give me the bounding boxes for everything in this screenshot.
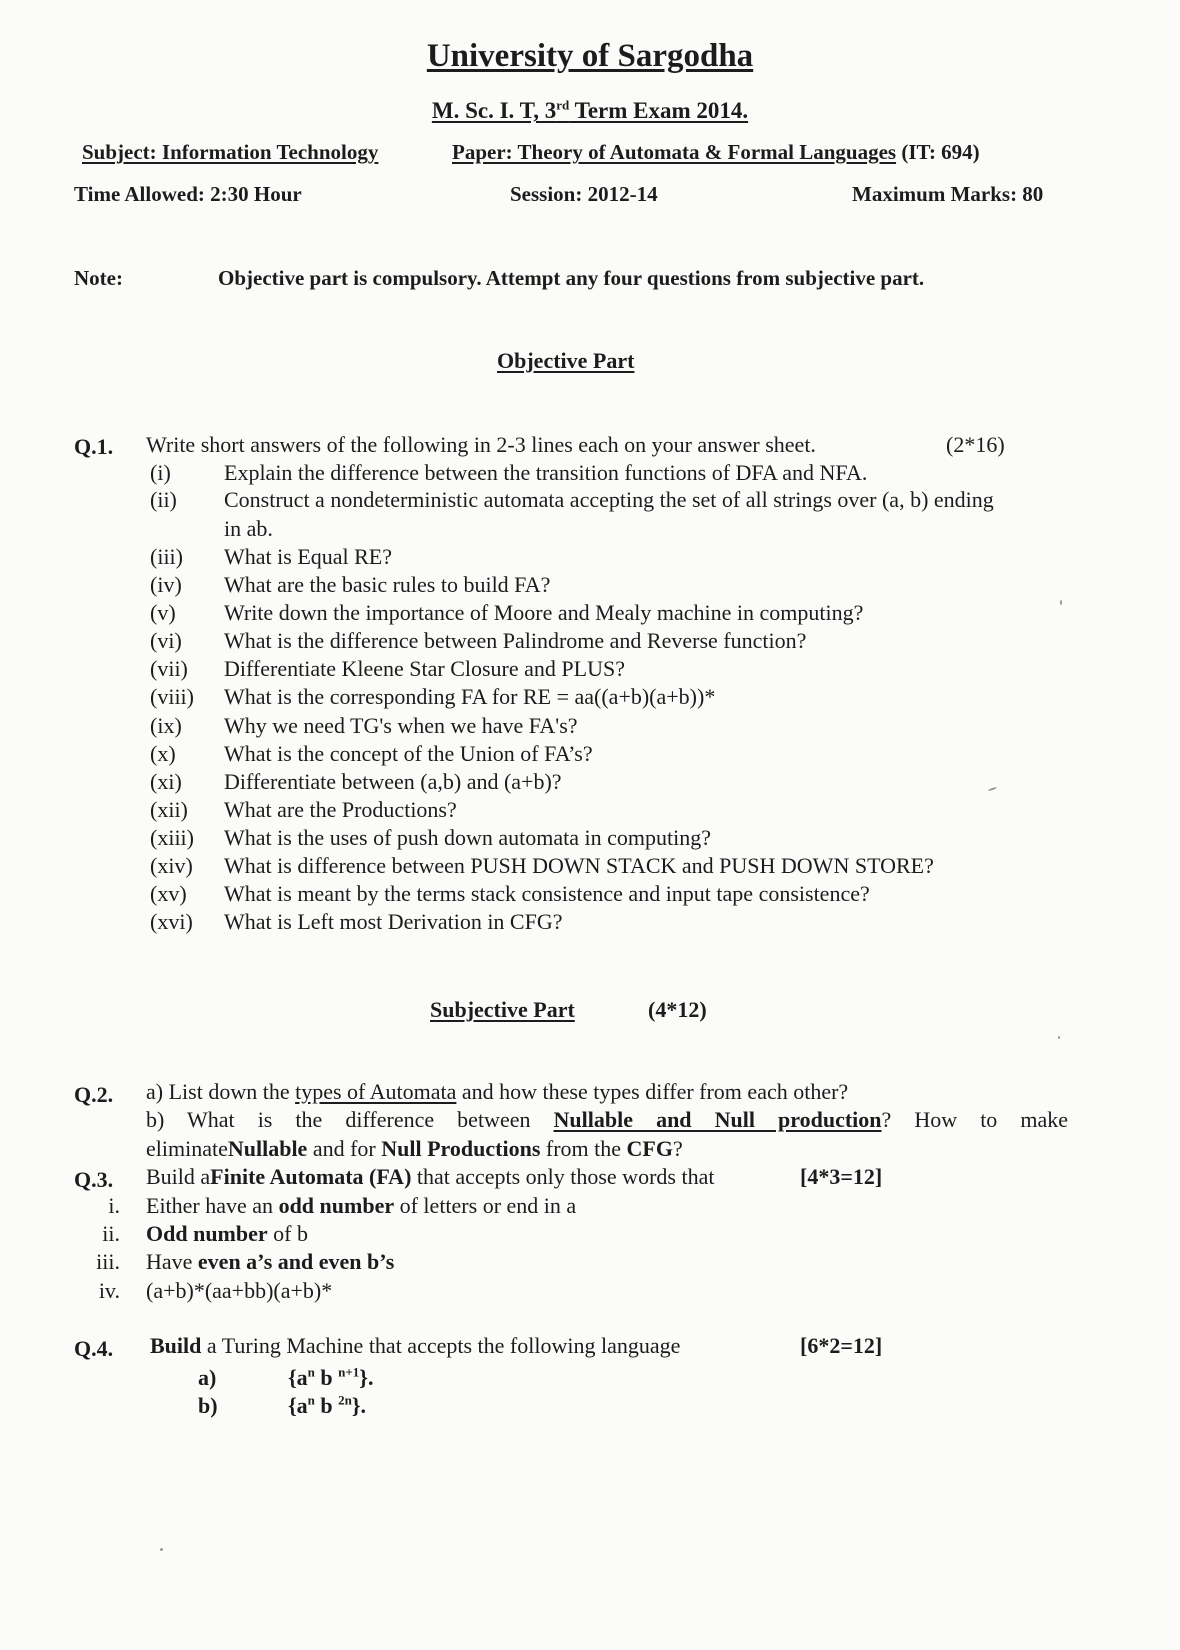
objective-item-text: Construct a nondeterministic automata accepting the set of all strings over (a, b) ending	[224, 487, 994, 512]
q4-language	[288, 1365, 373, 1391]
q3-item-post: of b	[267, 1221, 308, 1246]
q3-marks: [4*3=12]	[800, 1164, 883, 1189]
q4-bold: Build	[150, 1333, 202, 1358]
q3-item-pre: Have	[146, 1249, 198, 1274]
q2a-prefix: a) List down the	[146, 1079, 296, 1104]
q4-text	[150, 1333, 680, 1359]
objective-item-text: What is the difference between Palindrome and Reverse function?	[224, 628, 807, 653]
q3-label: Q.3.	[74, 1167, 114, 1192]
q3-suffix: that accepts only those words that	[411, 1164, 715, 1189]
note-label: Note:	[74, 266, 123, 290]
objective-item-text: What is Left most Derivation in CFG?	[224, 909, 563, 934]
scan-speck	[160, 1548, 163, 1551]
objective-item-number: (v)	[150, 600, 176, 625]
q3-item-post: of letters or end in a	[394, 1193, 577, 1218]
scan-speck	[1060, 600, 1062, 605]
q3-prefix: Build a	[146, 1164, 211, 1189]
q2b2-mid: and for	[307, 1136, 382, 1161]
q3-item-number: iii.	[96, 1249, 120, 1274]
objective-item-number: (i)	[150, 460, 171, 485]
q2b-suffix: ? How to make	[881, 1107, 1069, 1132]
objective-item-text: Why we need TG's when we have FA's?	[224, 713, 578, 738]
q3-item-text	[146, 1249, 394, 1275]
objective-item-text: Explain the difference between the transition functions of DFA and NFA.	[224, 460, 868, 485]
q2-part-b	[146, 1107, 1068, 1133]
objective-item-number: (ii)	[150, 487, 177, 512]
objective-item-number: (xvi)	[150, 909, 193, 934]
exam-title-prefix: M. Sc. I. T, 3	[431, 98, 557, 123]
q2b2-mid2: from the	[540, 1136, 627, 1161]
q2b2-bold2: Null Productions	[381, 1136, 541, 1161]
language-open: {a	[288, 1365, 308, 1390]
language-open: {a	[288, 1393, 308, 1418]
objective-item-text: Write down the importance of Moore and Mealy machine in computing?	[224, 600, 864, 625]
q2b-bold: Nullable and Null production	[553, 1107, 882, 1132]
objective-item-number: (xi)	[150, 769, 182, 794]
q1-label: Q.1.	[74, 434, 114, 459]
objective-item-number: (viii)	[150, 684, 194, 709]
objective-item-text: What is Equal RE?	[224, 544, 393, 569]
q3-item-bold: odd number	[278, 1193, 395, 1218]
q4-language	[288, 1393, 366, 1419]
objective-item-text: What is the corresponding FA for RE = aa((a+b)(a+b))*	[224, 684, 716, 709]
q3-item-number: ii.	[102, 1221, 120, 1246]
paper-code: (IT: 694)	[896, 140, 980, 164]
university-title: University of Sargodha	[426, 38, 754, 74]
q2-part-a	[146, 1079, 848, 1105]
subject-line: Subject: Information Technology	[82, 140, 379, 164]
language-mid: b	[314, 1393, 339, 1418]
q2-part-b-line2	[146, 1136, 683, 1162]
exam-title	[0, 98, 1180, 124]
exam-title-sup: rd	[556, 97, 570, 113]
objective-item-text: What is the concept of the Union of FA’s?	[224, 741, 593, 766]
objective-item-text: What is meant by the terms stack consistence and input tape consistence?	[224, 881, 870, 906]
objective-item-number: (xv)	[150, 881, 187, 906]
q3-item-number: iv.	[98, 1278, 120, 1303]
language-exp-b: n+1	[338, 1364, 360, 1380]
language-exp-a: n	[307, 1364, 315, 1380]
subjective-part-heading: Subjective Part	[430, 997, 575, 1022]
q4-marks: [6*2=12]	[800, 1333, 883, 1358]
q2b2-end: ?	[672, 1136, 683, 1161]
q3-text	[146, 1164, 714, 1190]
q2-label: Q.2.	[74, 1082, 114, 1107]
objective-item-number: (xiii)	[150, 825, 194, 850]
q1-marks: (2*16)	[946, 432, 1005, 457]
maximum-marks: Maximum Marks: 80	[852, 182, 1044, 206]
subjective-marks: (4*12)	[648, 997, 707, 1022]
time-allowed: Time Allowed: 2:30 Hour	[74, 182, 302, 206]
q2b2-bold1: Nullable	[227, 1136, 308, 1161]
q2a-suffix: and how these types differ from each other?	[456, 1079, 849, 1104]
q2b-prefix: b) What is the difference between	[146, 1107, 554, 1132]
scan-speck	[988, 787, 997, 792]
objective-item-text: Differentiate Kleene Star Closure and PLUS?	[224, 656, 625, 681]
q1-text: Write short answers of the following in 2-3 lines each on your answer sheet.	[146, 432, 816, 457]
paper-line	[452, 140, 980, 165]
language-mid: b	[314, 1365, 339, 1390]
objective-item-text: What is difference between PUSH DOWN STACK and PUSH DOWN STORE?	[224, 853, 934, 878]
exam-title-suffix: Term Exam 2014.	[569, 98, 749, 123]
q2a-underlined: types of Automata	[295, 1079, 457, 1104]
q3-item-text	[146, 1221, 308, 1247]
objective-item-number: (vi)	[150, 628, 182, 653]
q3-item-bold: Odd number	[146, 1221, 268, 1246]
q4-item-number: a)	[198, 1365, 217, 1390]
objective-item-text: Differentiate between (a,b) and (a+b)?	[224, 769, 562, 794]
language-exp-b: 2n	[338, 1392, 352, 1408]
objective-item-text: What is the uses of push down automata in computing?	[224, 825, 711, 850]
objective-item-number: (x)	[150, 741, 176, 766]
objective-item-number: (xii)	[150, 797, 188, 822]
q3-item-number: i.	[108, 1193, 120, 1218]
objective-item-text: What are the Productions?	[224, 797, 457, 822]
objective-item-number: (iv)	[150, 572, 182, 597]
note-text: Objective part is compulsory. Attempt any four questions from subjective part.	[218, 266, 925, 290]
objective-part-heading: Objective Part	[497, 348, 635, 373]
session: Session: 2012-14	[510, 182, 658, 206]
objective-item-number: (xiv)	[150, 853, 193, 878]
q3-item-text	[146, 1278, 332, 1304]
q3-item-bold: even a’s and even b’s	[197, 1249, 395, 1274]
language-exp-a: n	[307, 1392, 315, 1408]
q3-item-text	[146, 1193, 576, 1219]
language-close: }.	[359, 1365, 374, 1390]
q3-item-pre: Either have an	[146, 1193, 279, 1218]
q4-item-number: b)	[198, 1393, 218, 1418]
scan-speck	[1058, 1036, 1060, 1039]
q3-bold: Finite Automata (FA)	[210, 1164, 412, 1189]
objective-item-number: (vii)	[150, 656, 188, 681]
language-close: }.	[351, 1393, 367, 1418]
q4-rest: a Turing Machine that accepts the following language	[201, 1333, 681, 1358]
objective-item-number: (iii)	[150, 544, 183, 569]
paper-name: Paper: Theory of Automata & Formal Languages	[452, 140, 897, 164]
q2b2-bold3: CFG	[626, 1136, 673, 1161]
q2b2-prefix: eliminate	[146, 1136, 228, 1161]
q4-label: Q.4.	[74, 1336, 114, 1361]
q3-item-pre: (a+b)*(aa+bb)(a+b)*	[146, 1278, 333, 1303]
objective-item-text: What are the basic rules to build FA?	[224, 572, 551, 597]
objective-item-text-continued: in ab.	[224, 516, 273, 541]
objective-item-number: (ix)	[150, 713, 182, 738]
